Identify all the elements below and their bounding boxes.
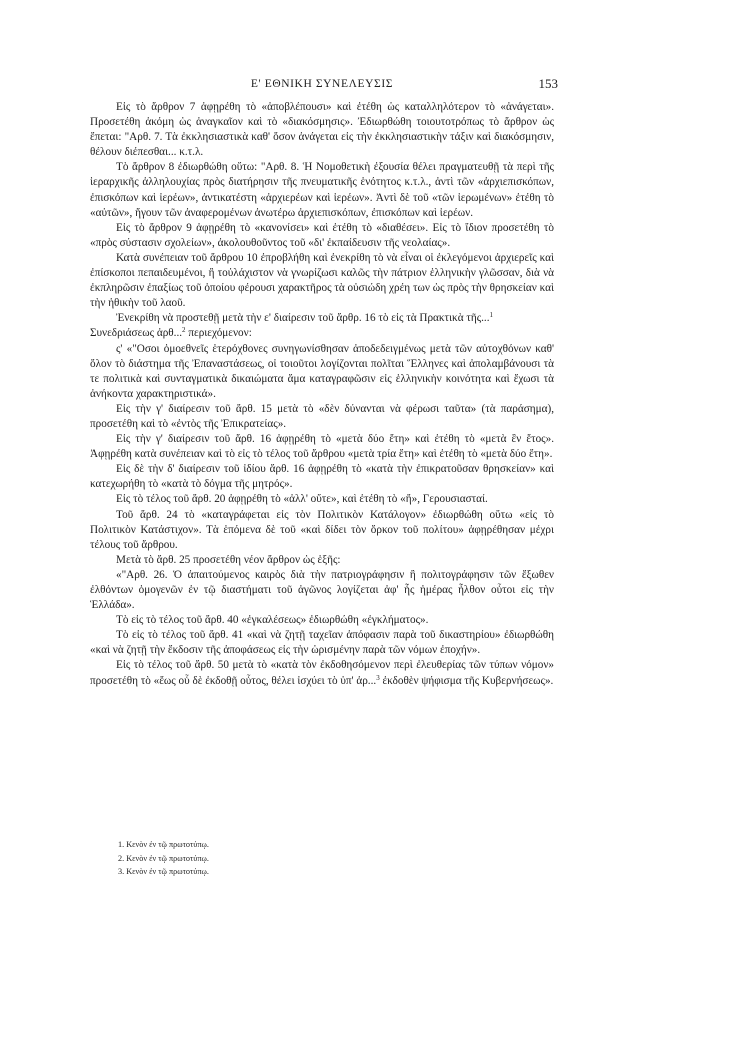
paragraph-text: Ἐνεκρίθη νὰ προστεθῇ μετὰ τὴν ε' διαίρεσιν τοῦ ἄρθρ. 16 τὸ εἰς τὰ Πρακτικὰ τῆς... [116, 312, 490, 325]
footnote: 1. Κενὸν ἐν τῷ πρωτοτύπῳ. [118, 840, 209, 849]
paragraph-text: ἐκδοθὲν ψήφισμα τῆς Κυβερνήσεως». [379, 674, 554, 687]
page-header [90, 76, 558, 98]
paragraph-text: Εἰς τὸ τέλος τοῦ ἄρθ. 50 μετὰ τὸ «κατὰ τὸν ἐκδοθησόμενον περὶ ἐλευθερίας τῶν τύπων νόμον» προσετέθη τὸ «ἕως οὗ δὲ ἐκδοθῇ οὗτος, θέλει ἰσχύει τὸ ὑπ' ἀρ... [90, 659, 554, 687]
paragraph: Μετὰ τὸ ἄρθ. 25 προσετέθη νέον ἄρθρον ὡς ἑξῆς: [116, 553, 341, 566]
paragraph-text: περιεχόμενον: [185, 327, 252, 340]
footnote-marker: 2 [182, 326, 186, 335]
footnote-marker: 1 [489, 311, 494, 320]
footnote-marker: 3 [376, 673, 380, 682]
paragraph: ς' «"Οσοι ὁμοεθνεῖς ἑτερόχθονες συνηγωνίσθησαν ἀποδεδειγμένως μετὰ τῶν αὐτοχθόνων καθ' ὅλον τὸ διάστημα τῆς Ἐπαναστάσεως, οἱ τοιοῦτοι λογίζονται πολῖται Ἕλληνες καὶ ἀπολαμβάνουσι τὰ τε πολιτικὰ καὶ συνταγματικὰ δικαιώματα ἅμα καταγραφῶσιν εἰς ἑλληνικὴν κοινότητα καὶ ἔχωσι τὰ ἀνήκοντα χαρακτηριστικά». [90, 342, 554, 400]
paragraph: Εἰς τὸ ἄρθρον 7 ἀφῃρέθη τὸ «ἀποβλέπουσι» καὶ ἐτέθη ὡς καταλληλότερον τὸ «ἀνάγεται». Προσετέθη ἀκόμη ὡς ἀναγκαῖον καὶ τὸ «διακόσμησις». Ἐδιωρθώθη τοιουτοτρόπως τὸ ἄρθρον ὡς ἕπεται: "Αρθ. 7. Τὰ ἐκκλησιαστικὰ καθ' ὅσον ἀνάγεται εἰς τὴν ἐκκλησιαστικὴν τάξιν καὶ διακόσμησιν, θέλουν διέπεσθαι... κ.τ.λ. [90, 101, 554, 159]
footnote: 2. Κενὸν ἐν τῷ πρωτοτύπῳ. [118, 853, 209, 863]
paragraph: Εἰς τὸ ἄρθρον 9 ἀφῃρέθη τὸ «κανονίσει» καὶ ἐτέθη τὸ «διαθέσει». Εἰς τὸ ἴδιον προσετέθη τὸ «πρὸς σύστασιν σχολείων», ἀκολουθοῦντος τοῦ «δι' ἐκπαίδευσιν τῆς νεολαίας». [90, 221, 554, 249]
running-title: Ε' ΕΘΝΙΚΗ ΣΥΝΕΛΕΥΣΙΣ [250, 78, 394, 90]
footnote: 3. Κενὸν ἐν τῷ πρωτοτύπῳ. [118, 867, 209, 877]
paragraph [90, 311, 554, 341]
body-text [90, 100, 554, 689]
paragraph: Εἰς τὸ τέλος τοῦ ἄρθ. 20 ἀφῃρέθη τὸ «ἀλλ' οὔτε», καὶ ἐτέθη τὸ «ἤ», Γερουσιασταί. [116, 493, 488, 506]
paragraph: Τὸ εἰς τὸ τέλος τοῦ ἄρθ. 41 «καὶ νὰ ζητῇ ταχεῖαν ἀπόφασιν παρὰ τοῦ δικαστηρίου» ἐδιωρθώθη «καὶ νὰ ζητῇ τὴν ἔκδοσιν τῆς ἀποφάσεως εἰς τὴν ὡρισμένην παρὰ τῶν νόμων ἐποχήν». [90, 629, 554, 657]
paragraph: Τὸ ἄρθρον 8 ἐδιωρθώθη οὕτω: "Αρθ. 8. Ἡ Νομοθετικὴ ἐξουσία θέλει πραγματευθῇ τὰ περὶ τῆς ἱεραρχικῆς ἀλληλουχίας πρὸς διατήρησιν τῆς πνευματικῆς ἑνότητος κ.τ.λ., ἀντὶ τῶν «ἀρχιεπισκόπων, ἐπισκόπων καὶ ἱερέων», ἀντικατέστη «ἀρχιερέων καὶ ἱερέων». Ἀντὶ δὲ τοῦ «τῶν ἱερωμένων» ἐτέθη τὸ «αὐτῶν», ἤγουν τῶν ἀναφερομένων ἀνωτέρω ἀρχιεπισκόπων, ἐπισκόπων καὶ ἱερέων. [90, 161, 554, 219]
paragraph: Εἰς δὲ τὴν δ' διαίρεσιν τοῦ ἰδίου ἄρθ. 16 ἀφῃρέθη τὸ «κατὰ τὴν ἐπικρατοῦσαν θρησκείαν» καὶ κατεχωρήθη τὸ «κατὰ τὸ δόγμα τῆς μητρός». [90, 463, 554, 491]
paragraph: Τοῦ ἄρθ. 24 τὸ «καταγράφεται εἰς τὸν Πολιτικὸν Κατάλογον» ἐδιωρθώθη οὕτω «εἰς τὸ Πολιτικὸν Κατάστιχον». Τὰ ἑπόμενα δὲ τοῦ «καὶ δίδει τὸν ὅρκον τοῦ πολίτου» ἀφῃρέθησαν μέχρι τέλους τοῦ ἄρθρου. [90, 508, 554, 551]
page-number: 153 [538, 76, 558, 91]
paragraph: Τὸ εἰς τὸ τέλος τοῦ ἄρθ. 40 «ἐγκαλέσεως» ἐδιωρθώθη «ἐγκλήματος». [116, 614, 429, 627]
paragraph [90, 658, 554, 688]
paragraph: «"Αρθ. 26. Ὁ ἀπαιτούμενος καιρὸς διὰ τὴν πατριογράφησιν ἢ πολιτογράφησιν τῶν ἔξωθεν ἐλθόντων ὁμογενῶν ἐν τῷ διαστήματι τοῦ ἀγῶνος λογίζεται ἀφ' ἧς ἡμέρας ἦλθον οὗτοι εἰς τὴν Ἑλλάδα». [90, 568, 554, 612]
paragraph: Εἰς τὴν γ' διαίρεσιν τοῦ ἄρθ. 15 μετὰ τὸ «δὲν δύνανται νὰ φέρωσι ταῦτα» (τὰ παράσημα), προσετέθη καὶ τὸ «ἐντὸς τῆς Ἐπικρατείας». [90, 402, 554, 430]
paragraph-text: Συνεδριάσεως ἀρθ... [90, 327, 183, 340]
paragraph: Κατὰ συνέπειαν τοῦ ἄρθρου 10 ἐπροβλήθη καὶ ἐνεκρίθη τὸ νὰ εἶναι οἱ ἐκλεγόμενοι ἀρχιερεῖς καὶ ἐπίσκοποι πεπαιδευμένοι, ἢ τοὐλάχιστον νὰ γνωρίζωσι καλῶς τὴν πάτριον ἑλληνικὴν γλῶσσαν, διὰ νὰ ἐκπληρῶσιν ἐπαξίως τοῦ ὁποίου φέρουσι χαρακτῆρος τὰ οὐσιώδη χρέη των ὡς πρὸς τὴν θρησκείαν καὶ τὴν ἠθικὴν τοῦ λαοῦ. [90, 251, 554, 310]
paragraph: Εἰς τὴν γ' διαίρεσιν τοῦ ἄρθ. 16 ἀφῃρέθη τὸ «μετὰ δύο ἔτη» καὶ ἐτέθη τὸ «μετὰ ἓν ἔτος». Ἀφῃρέθη κατὰ συνέπειαν καὶ τὸ εἰς τὸ τέλος τοῦ ἄρθρου «μετὰ τρία ἔτη» καὶ ἐτέθη τὸ «μετὰ δύο ἔτη». [90, 433, 554, 461]
footnotes [118, 838, 418, 879]
